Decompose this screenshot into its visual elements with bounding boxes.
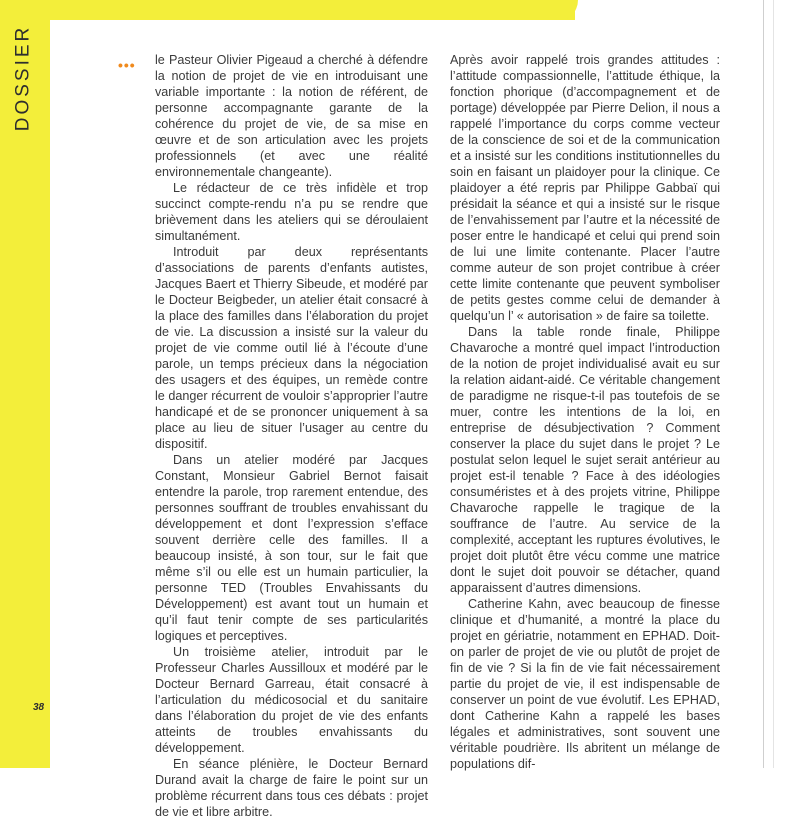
paragraph: Un troisième atelier, introduit par le Professeur Charles Aussilloux et modéré par le Docteur Bernard Garreau, était consacré à l’articulation du médicosocial et du sanitaire dans l’élaboration du projet de vie des enfants atteints de troubles envahissants du développement. bbox=[155, 645, 428, 755]
paragraph: le Pasteur Olivier Pigeaud a cherché à défendre la notion de projet de vie en introduisant une variable importante : la notion de référent, de personne accompagnante garante de la cohérence du projet de vie, de sa mise en œuvre et de son articulation avec les projets professionnels (et avec une réalité environnementale changeante). bbox=[155, 53, 428, 179]
paragraph: En séance plénière, le Docteur Bernard Durand avait la charge de faire le point sur un problème récurrent dans tous ces débats : projet de vie et libre arbitre. bbox=[155, 757, 428, 819]
section-label-text: DOSSIER bbox=[12, 24, 33, 132]
section-label bbox=[8, 24, 38, 132]
page-edge-line bbox=[763, 0, 764, 768]
paragraph: Dans un atelier modéré par Jacques Constant, Monsieur Gabriel Bernot faisait entendre la parole, trop rarement entendue, des personnes souffrant de troubles envahissant du développement et dont l’expression s’efface souvent derrière celle des familles. Il a beaucoup insisté, à son tour, sur le fait que même s’il ou elle est un humain particulier, la personne TED (Troubles Envahissants du Développement) est avant tout un humain et qu’il faut tenir compte de ses particularités logiques et perceptives. bbox=[155, 453, 428, 643]
yellow-top-band bbox=[0, 0, 575, 20]
paragraph: Catherine Kahn, avec beaucoup de finesse clinique et d’humanité, a montré la place du projet en gériatrie, notamment en EPHAD. Doit-on parler de projet de vie ou plutôt de projet de fin de vie ? Si la fin de vie fait nécessairement partie du projet de vie, il est indispensable de conserver un point de vue évolutif. Les EPHAD, dont Catherine Kahn a rappelé les bases légales et administratives, sont souvent une véritable poudrière. Ils abritent un mélange de populations dif- bbox=[450, 597, 720, 771]
continuation-dots-icon: ••• bbox=[118, 57, 136, 73]
text-column-right bbox=[450, 52, 720, 772]
paragraph: Après avoir rappelé trois grandes attitudes : l’attitude compassionnelle, l’attitude éthique, la fonction phorique (d’accompagnement et de portage) développée par Pierre Delion, il nous a rappelé l’importance du corps comme vecteur de la conscience de soi et de la communication et a insisté sur les conditions institutionnelles du soin en faisant un plaidoyer pour la clinique. Ce plaidoyer a été repris par Philippe Gabbaï qui présidait la séance et qui a insisté sur le risque de l’envahissement par l’autre et la nécessité de poser entre le handicapé et celui qui prend soin de lui une limite contenante. Placer l’autre comme auteur de son projet contribue à créer cette limite contenante que peuvent symboliser de petits gestes comme celui de demander à quelqu’un l’ « autorisation » de faire sa toilette. bbox=[450, 53, 720, 323]
page-edge-line bbox=[773, 0, 774, 768]
page-number: 38 bbox=[33, 702, 45, 713]
paragraph: Introduit par deux représentants d’associations de parents d’enfants autistes, Jacques Baert et Thierry Sibeude, et modéré par le Docteur Beigbeder, un atelier était consacré à la place des familles dans l’élaboration du projet de vie. La discussion a insisté sur la valeur du projet de vie comme outil lié à l’écoute d’une parole, un temps précieux dans la négociation des usagers et des équipes, un remède contre le danger récurrent de vouloir s’approprier l’autre handicapé et de se prononcer uniquement à sa place au lieu de situer l’usager au centre du dispositif. bbox=[155, 245, 428, 451]
paragraph: Le rédacteur de ce très infidèle et trop succinct compte-rendu n’a pu se rendre que brièvement dans les ateliers qui se déroulaient simultanément. bbox=[155, 181, 428, 243]
text-column-left bbox=[155, 52, 428, 820]
paragraph: Dans la table ronde finale, Philippe Chavaroche a montré quel impact l’introduction de la notion de projet individualisé avait eu sur la relation aidant-aidé. Ce véritable changement de paradigme ne risque-t-il pas toutefois de se muer, contre les intentions de la loi, en entreprise de désubjectivation ? Comment conserver la place du sujet dans le projet ? Le postulat selon lequel le sujet serait antérieur au projet est-il tenable ? Face à des idéologies consuméristes et à des projets vitrine, Philippe Chavaroche rappelle le tragique de la souffrance de l’autre. Au service de la complexité, acceptant les ruptures évolutives, le projet doit plutôt être vécu comme une matrice dont le sujet doit pouvoir se détacher, quand apparaissent d’autres dimensions. bbox=[450, 325, 720, 595]
